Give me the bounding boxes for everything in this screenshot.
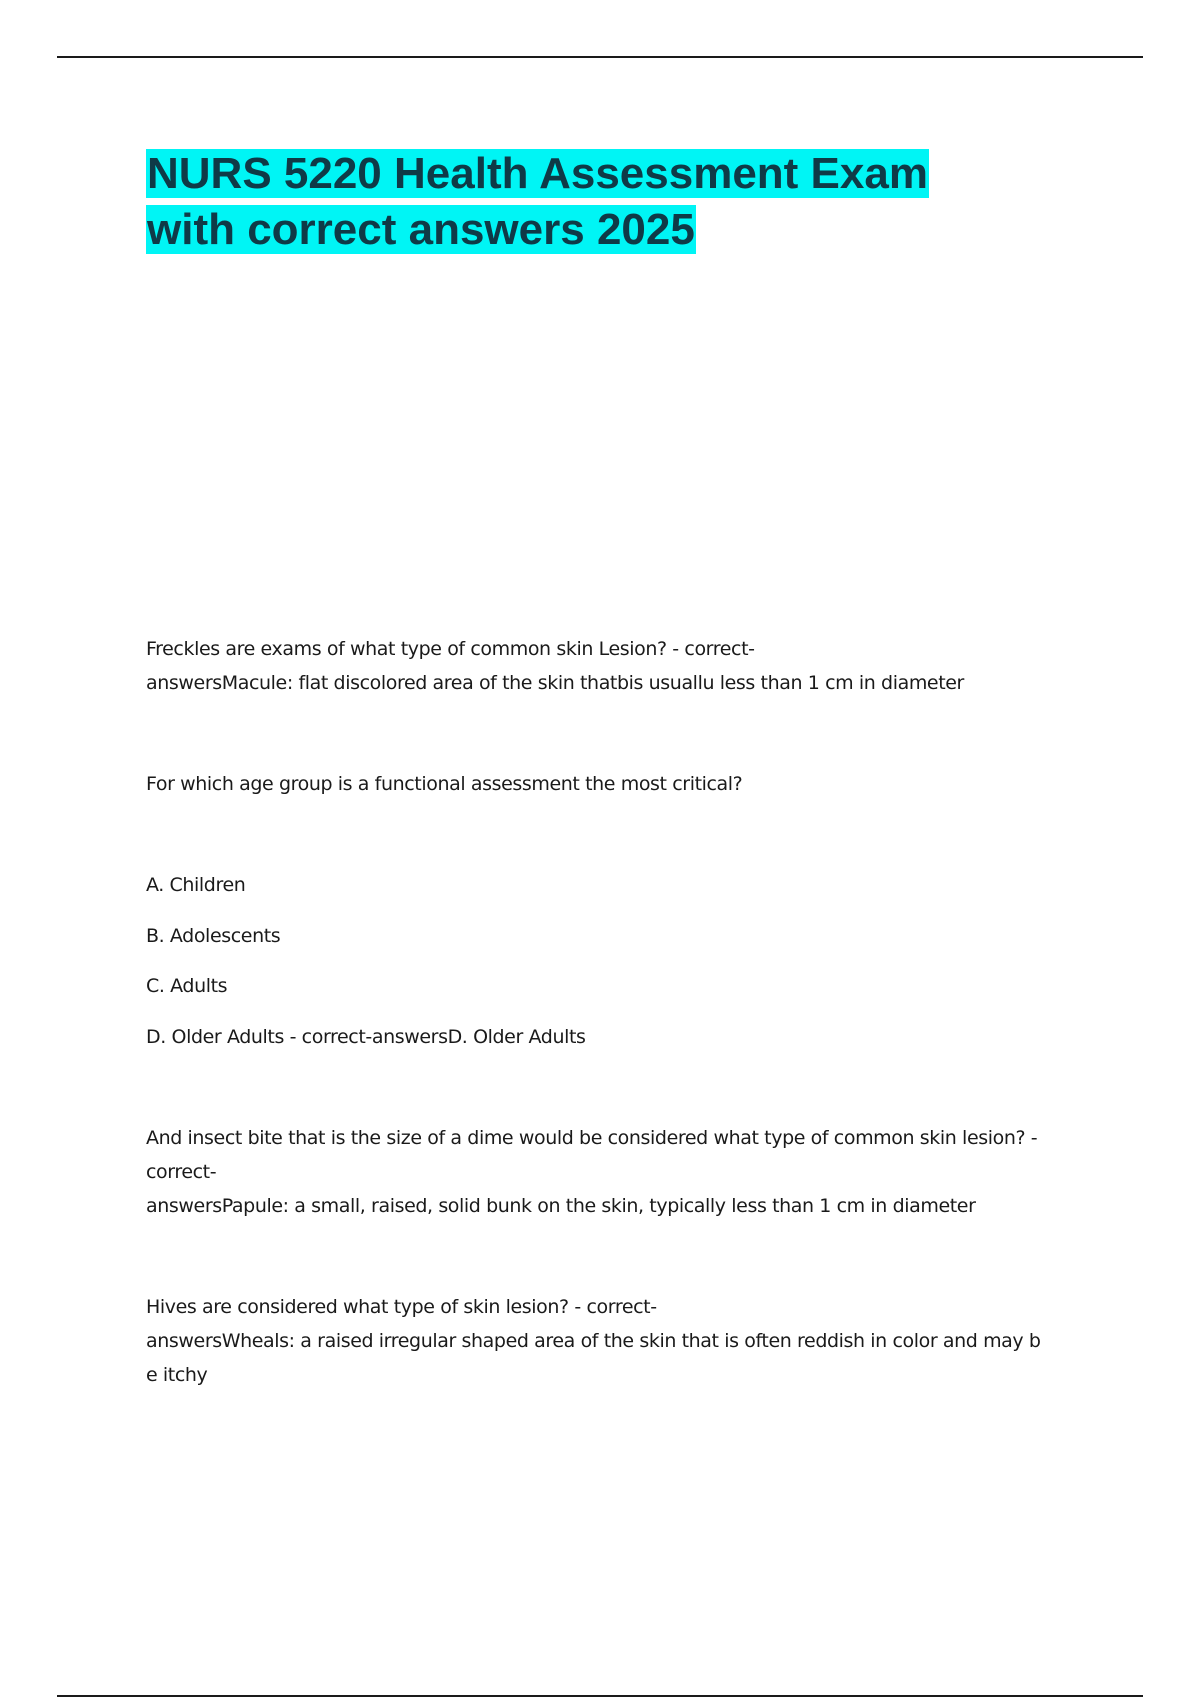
bottom-rule [57,1695,1143,1697]
q4-answer-cont: e itchy [146,1364,208,1386]
title-line-1: NURS 5220 Health Assessment Exam [147,149,928,198]
q2-option-d-answer: D. Older Adults - correct-answersD. Older Adults [146,1026,586,1048]
q1-answer: answersMacule: flat discolored area of the skin thatbis usuallu less than 1 cm in diameter [146,672,964,694]
q3-question-cont: correct- [146,1161,217,1183]
q2-option-a: A. Children [146,874,246,896]
q4-answer: answersWheals: a raised irregular shaped area of the skin that is often reddish in color and may b [146,1330,1041,1352]
title-line-2: with correct answers 2025 [147,205,695,254]
q3-answer: answersPapule: a small, raised, solid bunk on the skin, typically less than 1 cm in diameter [146,1195,976,1217]
q1-question: Freckles are exams of what type of common skin Lesion? - correct- [146,638,755,660]
document-title [146,146,1146,258]
q3-question: And insect bite that is the size of a dime would be considered what type of common skin lesion? - [146,1127,1038,1149]
q2-option-b: B. Adolescents [146,925,281,947]
q2-question: For which age group is a functional assessment the most critical? [146,773,743,795]
top-rule [57,56,1143,58]
q4-question: Hives are considered what type of skin lesion? - correct- [146,1296,657,1318]
q2-option-c: C. Adults [146,975,228,997]
